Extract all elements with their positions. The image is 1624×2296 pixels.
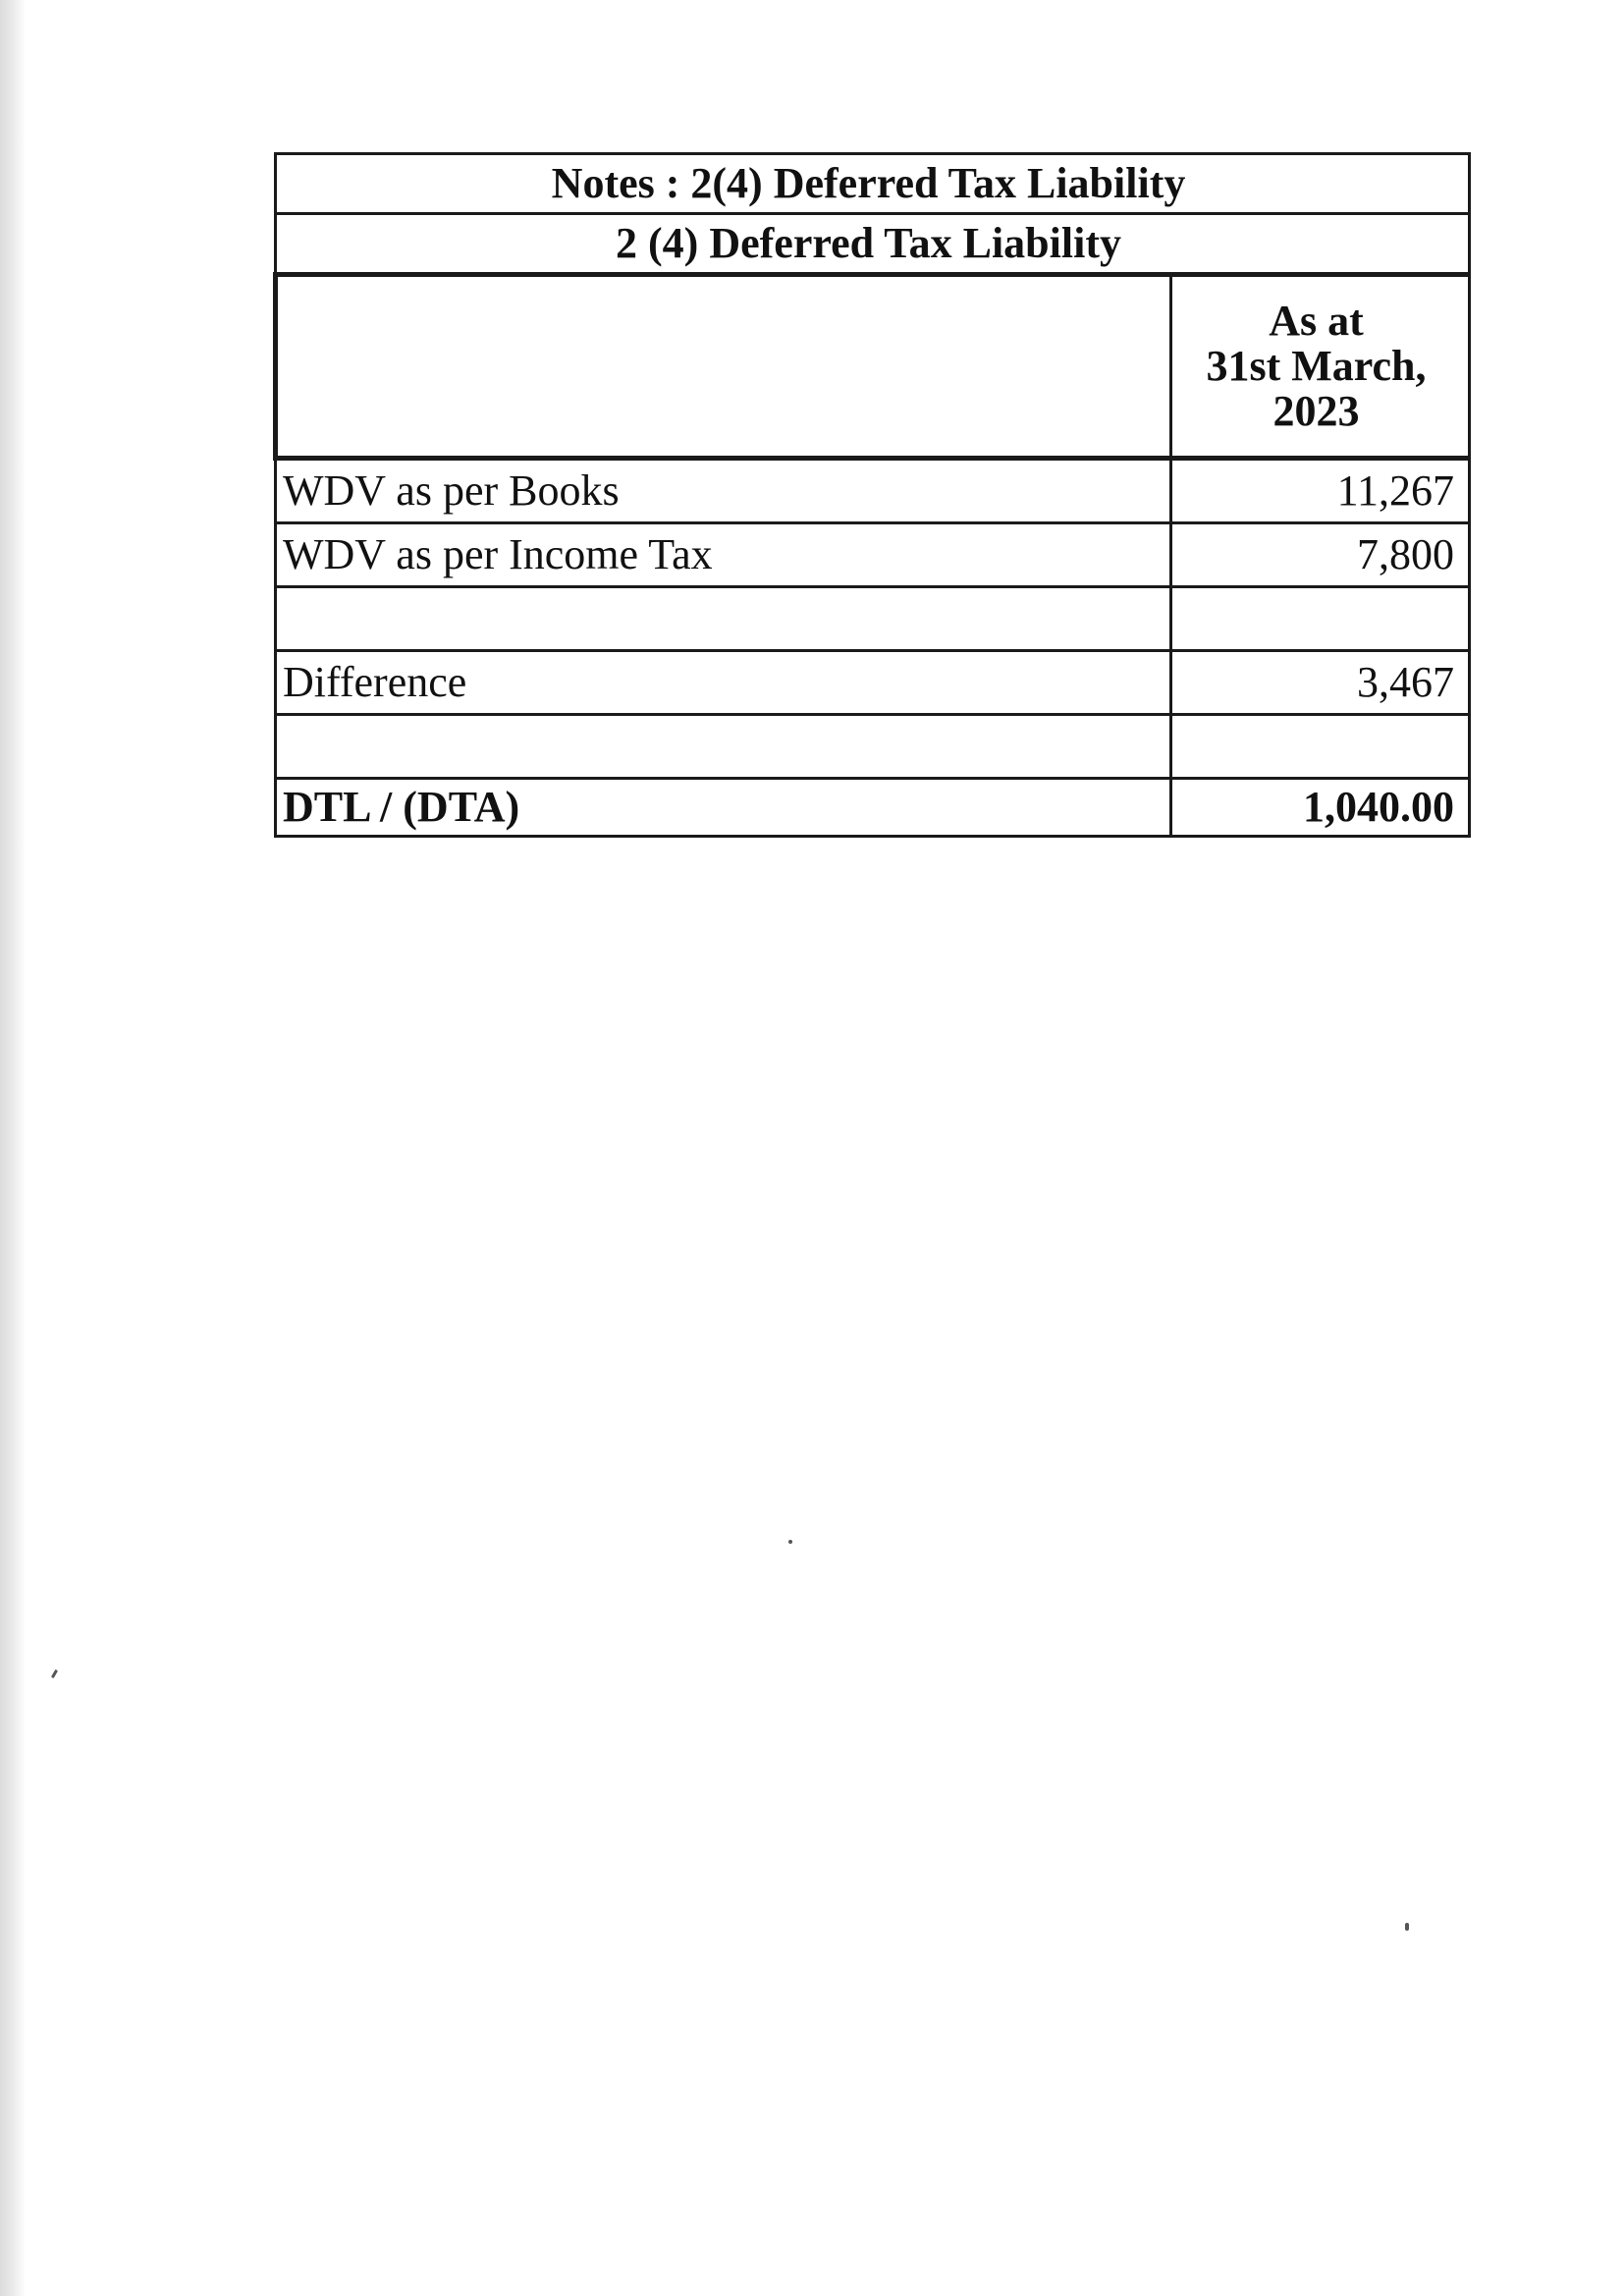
row-label: WDV as per Books — [276, 459, 1171, 523]
total-row — [276, 779, 1470, 837]
total-label: DTL / (DTA) — [276, 779, 1171, 837]
row-label — [276, 715, 1171, 779]
column-header-as-at — [1171, 275, 1470, 459]
scan-speck — [51, 1669, 58, 1678]
note-title: Notes : 2(4) Deferred Tax Liability — [276, 154, 1470, 214]
table-row — [276, 715, 1470, 779]
column-header-row — [276, 275, 1470, 459]
row-label: Difference — [276, 651, 1171, 715]
subtitle-row — [276, 214, 1470, 275]
table-row — [276, 587, 1470, 651]
row-value: 7,800 — [1171, 523, 1470, 587]
column-header-line: As at — [1269, 296, 1364, 345]
column-header-line: 31st March, — [1206, 341, 1427, 390]
table-row — [276, 459, 1470, 523]
scan-edge-shadow — [0, 0, 26, 2296]
table-row — [276, 651, 1470, 715]
row-label — [276, 587, 1171, 651]
table-row — [276, 523, 1470, 587]
note-subtitle: 2 (4) Deferred Tax Liability — [276, 214, 1470, 275]
row-value — [1171, 715, 1470, 779]
total-value: 1,040.00 — [1171, 779, 1470, 837]
header-label-cell — [276, 275, 1171, 459]
deferred-tax-liability-table — [273, 152, 1471, 838]
title-row — [276, 154, 1470, 214]
scan-speck — [788, 1540, 792, 1544]
column-header-line: 2023 — [1272, 387, 1360, 436]
row-value — [1171, 587, 1470, 651]
row-value: 3,467 — [1171, 651, 1470, 715]
row-label: WDV as per Income Tax — [276, 523, 1171, 587]
scan-speck — [1405, 1923, 1409, 1931]
row-value: 11,267 — [1171, 459, 1470, 523]
